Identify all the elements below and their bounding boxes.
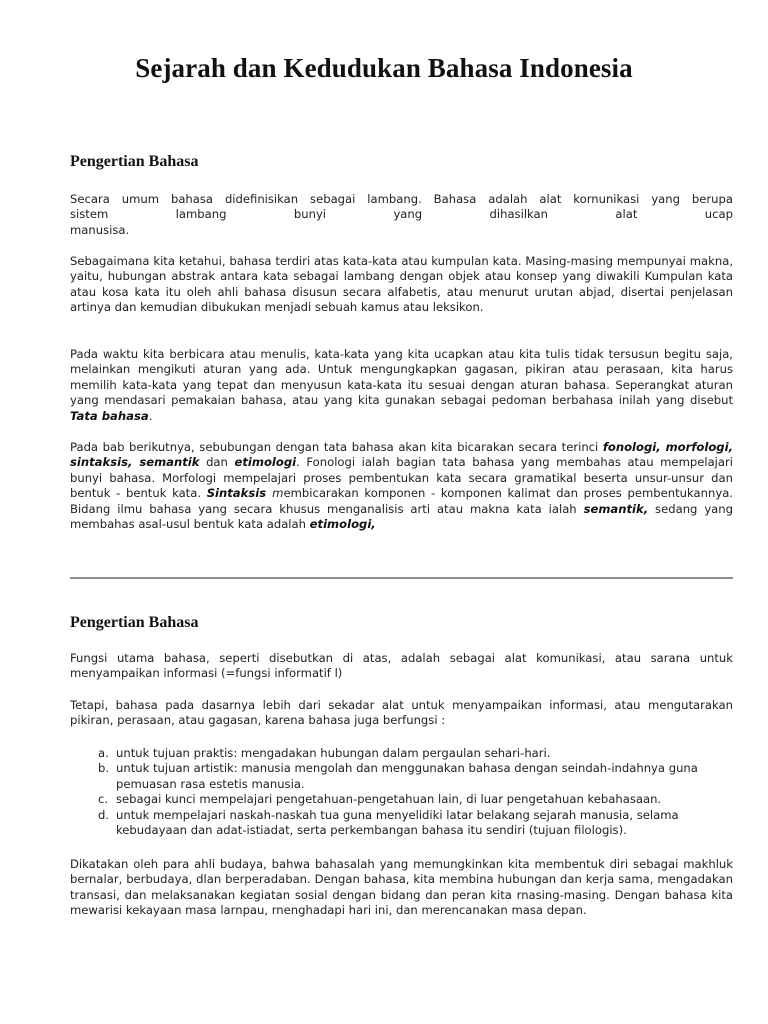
list-marker: b.: [98, 761, 110, 776]
list-item-text: sebagai kunci mempelajari pengetahuan-pengetahuan lain, di luar pengetahuan kebahasaan.: [116, 792, 662, 807]
paragraph-text: .: [148, 408, 153, 423]
section-1-paragraph-2: Sebagaimana kita ketahui, bahasa terdiri atas kata-kata atau kumpulan kata. Masing-masing mempunyai makna, yaitu, hubungan abstrak antara kata sebagai lambang dengan objek atau konsep yang diwakili Kumpulan kata atau kosa kata itu oleh ahli bahasa disusun secara alfabetis, atau menurut urutan abjad, disertai penjelasan artinya dan kemudian dibukukan menjadi sebuah kamus atau leksikon.: [70, 254, 733, 315]
section-1-paragraph-4: [70, 440, 733, 532]
function-list: [70, 746, 733, 838]
section-1-heading: Pengertian Bahasa: [70, 153, 199, 170]
paragraph-text: sedang yang membahas asal-usul bentuk kata adalah: [70, 501, 733, 532]
paragraph-text: dan: [199, 455, 235, 470]
paragraph-text: Pada bab berikutnya, sebubungan dengan tata bahasa akan kita bicarakan secara terinci: [70, 440, 603, 454]
emphasis-etimologi: etimologi: [234, 455, 297, 470]
section-2-heading: Pengertian Bahasa: [70, 614, 199, 631]
emphasis-terms: fonologi, morfologi, sintaksis, semantik: [70, 440, 733, 470]
list-item: [70, 746, 733, 761]
paragraph-line: sistem lambang bunyi yang dihasilkan alat ucap: [70, 207, 733, 222]
paragraph-text: Pada waktu kita berbicara atau menulis, kata-kata yang kita ucapkan atau kita tulis tidak tersusun begitu saja, melainkan mengikuti aturan yang ada. Untuk mengungkapkan gagasan, pikiran atau perasaan, kita harus memilih kata-kata yang tepat dan menyusun kata-kata itu sesuai dengan aturan bahasa. Seperangkat aturan yang mendasari pemakaian bahasa, atau yang kita gunakan sebagai pedoman berbahasa inilah yang disebut: [70, 347, 733, 408]
document-title: Sejarah dan Kedudukan Bahasa Indonesia: [135, 53, 633, 83]
list-item: [70, 792, 733, 807]
list-item-text: untuk tujuan praktis: mengadakan hubungan dalam pergaulan sehari-hari.: [116, 746, 551, 760]
paragraph-line: Secara umum bahasa didefinisikan sebagai lambang. Bahasa adalah alat kornunikasi yang berupa: [70, 192, 733, 206]
section-1-paragraph-3: [70, 347, 733, 424]
list-item: [70, 761, 733, 792]
list-item: [70, 808, 733, 839]
emphasis-sintaksis: Sintaksis: [206, 486, 273, 501]
paragraph-text: . Fonologi ialah bagian tata bahasa yang membahas atau mempelajari bunyi bahasa. Morfologi mempelajari proses pembentukan kata secara gramatikal beserta unsur-unsur dan bentuk - bentuk kata.: [70, 455, 733, 501]
emphasis-etimologi-end: etimologi,: [309, 517, 376, 532]
list-marker: c.: [98, 792, 109, 807]
italic-letter: m: [272, 486, 284, 501]
horizontal-rule: [70, 577, 733, 579]
section-2-paragraph-3: Dikatakan oleh para ahli budaya, bahwa bahasalah yang memungkinkan kita membentuk diri sebagai makhluk bernalar, berbudaya, dlan berperadaban. Dengan bahasa, kita membina hubungan dan kerja sama, mengadakan transasi, dan melaksanakan kegiatan sosial dengan bidang dan peran kita rnasing-masing. Dengan bahasa kita mewarisi kekayaan masa larnpau, rnenghadapi hari ini, dan merencanakan masa depan.: [70, 857, 733, 918]
section-2-paragraph-1: Fungsi utama bahasa, seperti disebutkan di atas, adalah sebagai alat komunikasi, atau sarana untuk menyampaikan informasi (=fungsi informatif l): [70, 651, 733, 681]
section-2-paragraph-2: Tetapi, bahasa pada dasarnya lebih dari sekadar alat untuk menyampaikan informasi, atau mengutarakan pikiran, perasaan, atau gagasan, karena bahasa juga berfungsi :: [70, 698, 733, 728]
list-marker: a.: [98, 746, 109, 760]
section-1-paragraph-1: [70, 192, 733, 238]
paragraph-text: embicarakan komponen - komponen kalimat dan proses pembentukannya. Bidang ilmu bahasa yang secara khusus menganalisis arti atau makna kata ialah: [70, 486, 733, 516]
paragraph-line: manusisa.: [70, 222, 130, 237]
list-item-text: untuk tujuan artistik: manusia mengolah dan menggunakan bahasa dengan seindah-indahnya guna pemuasan rasa estetis manusia.: [116, 761, 698, 791]
emphasis-tata-bahasa: Tata bahasa: [70, 408, 149, 423]
emphasis-semantik: semantik,: [583, 501, 649, 516]
list-marker: d.: [98, 807, 110, 822]
list-item-text: untuk mempelajari naskah-naskah tua guna menyelidiki latar belakang sejarah manusia, selama kebudayaan dan adat-istiadat, serta perkembangan bahasa itu sendiri (tujuan filologis).: [116, 807, 679, 838]
